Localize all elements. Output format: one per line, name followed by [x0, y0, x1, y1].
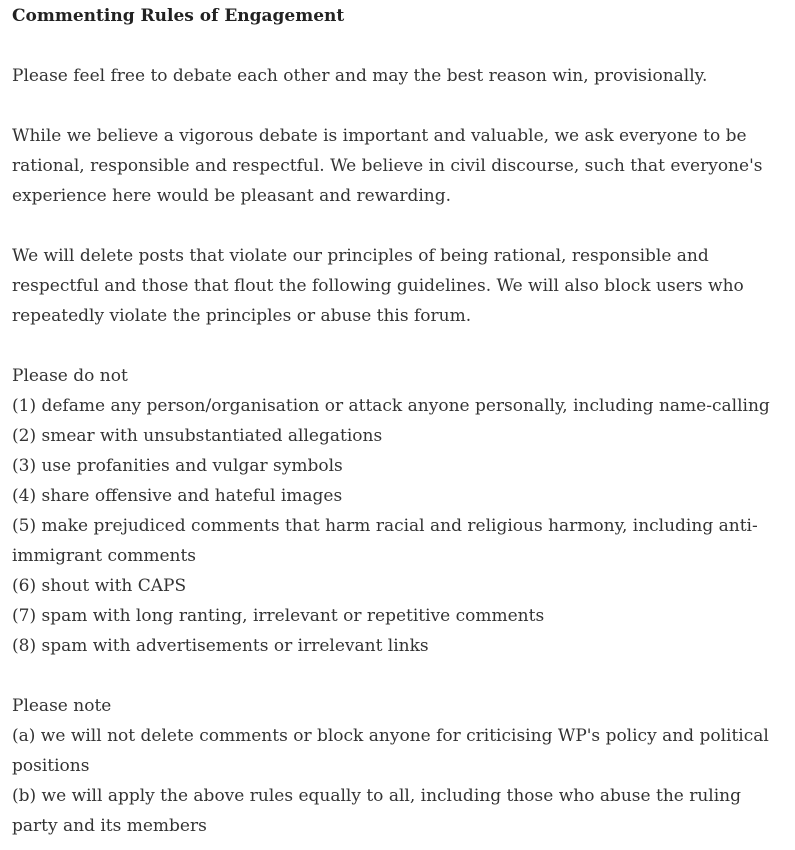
- list-item: (a) we will not delete comments or block anyone for criticising WP's policy and political positions: [12, 726, 769, 776]
- note-section: [12, 691, 785, 841]
- list-item: (2) smear with unsubstantiated allegations: [12, 426, 383, 446]
- moderation-paragraph: We will delete posts that violate our principles of being rational, responsible and respectful and those that flout the following guidelines. We will also block users who repeatedly violate the principles or abuse this forum.: [12, 246, 744, 326]
- list-item: (1) defame any person/organisation or attack anyone personally, including name-calling: [12, 396, 770, 416]
- debate-paragraph: While we believe a vigorous debate is important and valuable, we ask everyone to be rational, responsible and respectful. We believe in civil discourse, such that everyone's experience here would be pleasant and rewarding.: [12, 126, 763, 206]
- spacer: [12, 31, 785, 61]
- list-item: (7) spam with long ranting, irrelevant or repetitive comments: [12, 606, 545, 626]
- do-not-heading: Please do not: [12, 366, 128, 386]
- do-not-section: [12, 361, 785, 661]
- list-item: (8) spam with advertisements or irrelevant links: [12, 636, 429, 656]
- spacer: [12, 211, 785, 241]
- note-heading: Please note: [12, 696, 112, 716]
- list-item: (3) use profanities and vulgar symbols: [12, 456, 343, 476]
- list-item: (4) share offensive and hateful images: [12, 486, 343, 506]
- spacer: [12, 91, 785, 121]
- list-item: (5) make prejudiced comments that harm racial and religious harmony, including anti-immigrant comments: [12, 516, 758, 566]
- spacer: [12, 661, 785, 691]
- list-item: (6) shout with CAPS: [12, 576, 187, 596]
- page-title: Commenting Rules of Engagement: [12, 6, 345, 26]
- list-item: (b) we will apply the above rules equally to all, including those who abuse the ruling party and its members: [12, 786, 742, 836]
- intro-paragraph: Please feel free to debate each other and may the best reason win, provisionally.: [12, 66, 708, 86]
- spacer: [12, 331, 785, 361]
